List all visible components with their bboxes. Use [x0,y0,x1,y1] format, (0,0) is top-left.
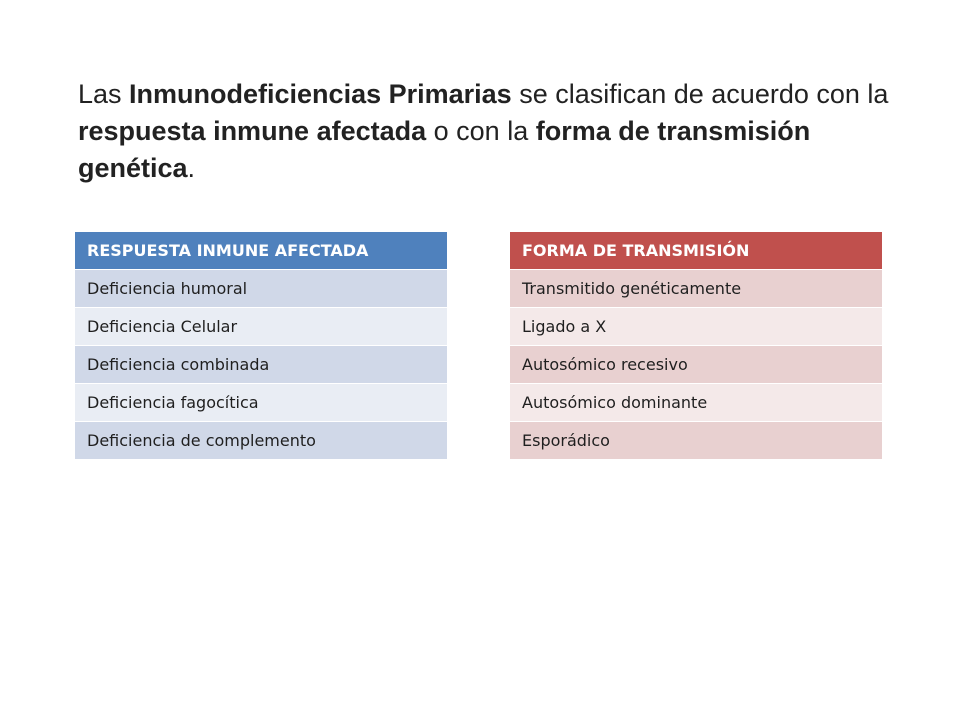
intro-text-4: . [187,153,196,183]
table-cell: Autosómico recesivo [510,346,882,384]
intro-bold-2: respuesta inmune afectada [78,116,427,146]
table-cell: Autosómico dominante [510,384,882,422]
table-row [510,346,882,384]
intro-text-3: o con la [426,116,536,146]
table-row [510,308,882,346]
table-row [510,270,882,308]
intro-bold-1: Inmunodeficiencias Primarias [129,79,512,109]
table-cell: Ligado a X [510,308,882,346]
table-cell: Deficiencia humoral [75,270,447,308]
table-cell: Esporádico [510,422,882,460]
table-row [75,270,447,308]
table-header-row [510,232,882,270]
immune-response-table [75,232,447,460]
table-row [75,422,447,460]
table-cell: Transmitido genéticamente [510,270,882,308]
intro-text-2: se clasifican de acuerdo con la [511,79,889,109]
table-header-row [75,232,447,270]
immune-response-header: RESPUESTA INMUNE AFECTADA [75,232,447,270]
intro-bold-3: forma de transmisión genética [78,116,811,183]
intro-paragraph [78,76,908,187]
transmission-header: FORMA DE TRANSMISIÓN [510,232,882,270]
table-row [75,384,447,422]
table-row [510,384,882,422]
intro-text-1: Las [78,79,130,109]
table-cell: Deficiencia Celular [75,308,447,346]
table-cell: Deficiencia fagocítica [75,384,447,422]
table-row [510,422,882,460]
table-cell: Deficiencia de complemento [75,422,447,460]
table-cell: Deficiencia combinada [75,346,447,384]
transmission-table [510,232,882,460]
table-row [75,346,447,384]
table-row [75,308,447,346]
